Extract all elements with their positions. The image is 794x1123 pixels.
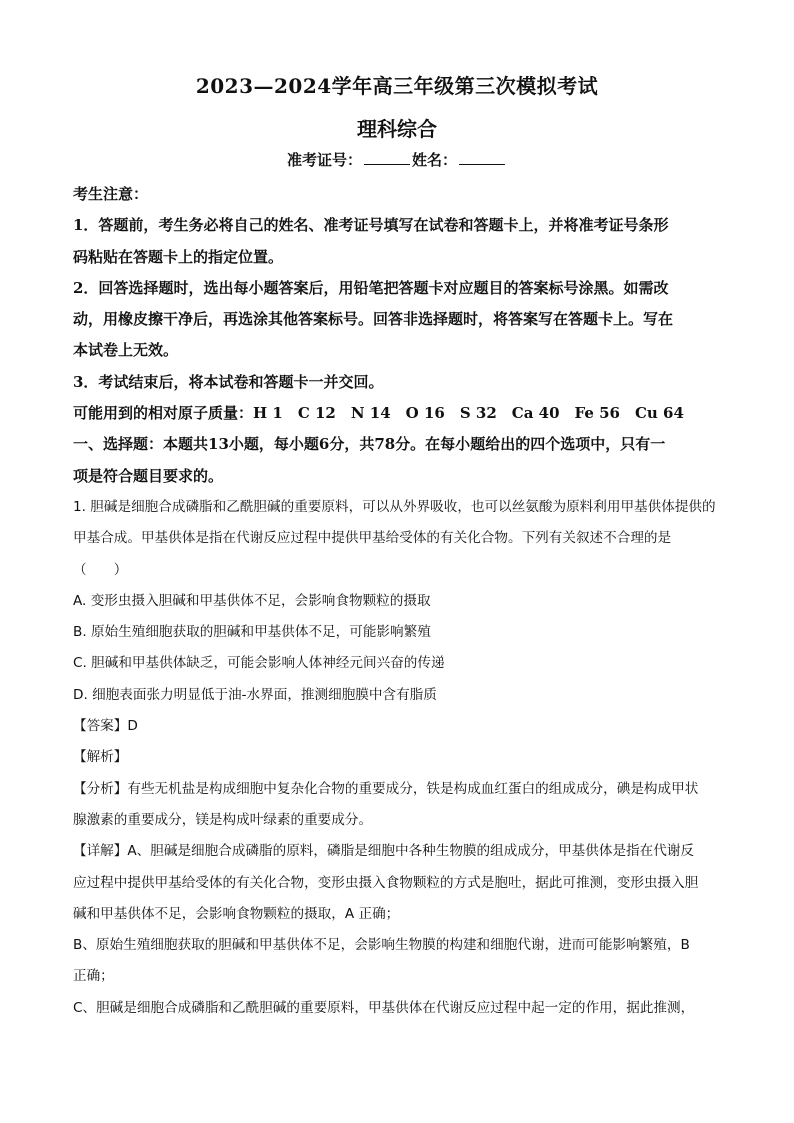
fenxi-tag: 【分析】 (73, 780, 128, 797)
exam-id-blank (364, 150, 410, 165)
exam-title: 2023—2024学年高三年级第三次模拟考试 (195, 74, 599, 98)
answer-tag: 【答案】 (73, 718, 128, 735)
fenxi-text-1: 有些无机盐是构成细胞中复杂化合物的重要成分，铁是构成血红蛋白的组成成分，碘是构成甲状 (127, 780, 699, 797)
answer-value: D (127, 718, 138, 735)
atomic-masses: 可能用到的相对原子质量：H 1 C 12 N 14 O 16 S 32 Ca 40 Fe 56 Cu 64 (73, 404, 684, 423)
detail-a-line-2: 应过程中提供甲基给受体的有关化合物，变形虫摄入食物颗粒的方式是胞吐，据此可推测，变形虫摄入胆 (73, 874, 699, 891)
detail-a-line-3: 碱和甲基供体不足，会影响食物颗粒的摄取，A 正确； (73, 905, 400, 922)
notice-item-2-line-3: 本试卷上无效。 (73, 341, 179, 360)
section-1-heading-line-2: 项是符合题目要求的。 (73, 466, 224, 485)
notice-item-2-line-1: 2．回答选择题时，选出每小题答案后，用铅笔把答题卡对应题目的答案标号涂黑。如需改 (73, 278, 669, 297)
detail-b-line-2: 正确； (73, 968, 114, 985)
notice-heading: 考生注意： (73, 185, 149, 203)
notice-item-3: 3．考试结束后，将本试卷和答题卡一并交回。 (73, 372, 384, 391)
notice-item-1-line-1: 1．答题前，考生务必将自己的姓名、准考证号填写在试卷和答题卡上，并将准考证号条形 (73, 216, 669, 235)
detail-b-line-1: B、原始生殖细胞获取的胆碱和甲基供体不足，会影响生物膜的构建和细胞代谢，进而可能影响繁殖，B (73, 937, 690, 954)
name-blank (459, 150, 505, 165)
question-1-option-b: B. 原始生殖细胞获取的胆碱和甲基供体不足，可能影响繁殖 (73, 624, 431, 641)
detail-c-line-1: C、胆碱是细胞合成磷脂和乙酰胆碱的重要原料，甲基供体在代谢反应过程中起一定的作用，据此推测， (73, 999, 695, 1016)
question-1-option-a: A. 变形虫摄入胆碱和甲基供体不足，会影响食物颗粒的摄取 (73, 592, 431, 609)
notice-item-2-line-2: 动，用橡皮擦干净后，再选涂其他答案标号。回答非选择题时，将答案写在答题卡上。写在 (73, 310, 674, 329)
answer-line (73, 711, 723, 742)
name-label: 姓名： (412, 151, 458, 169)
exam-id-label: 准考证号： (286, 151, 362, 169)
detail-a-line-1 (73, 836, 723, 867)
fenxi-line-1 (73, 774, 723, 805)
question-1-stem-line-3: （ ） (73, 561, 128, 578)
fenxi-line-2: 腺激素的重要成分，镁是构成叶绿素的重要成分。 (73, 811, 373, 828)
exam-subject: 理科综合 (357, 117, 437, 141)
question-1-stem-line-2: 甲基合成。甲基供体是指在代谢反应过程中提供甲基给受体的有关化合物。下列有关叙述不合理的是 (73, 530, 672, 547)
section-1-heading-line-1: 一、选择题：本题共13小题，每小题6分，共78分。在每小题给出的四个选项中，只有一 (73, 435, 666, 454)
exam-id-line (0, 149, 794, 170)
question-1-option-c: C. 胆碱和甲基供体缺乏，可能会影响人体神经元间兴奋的传递 (73, 655, 445, 672)
analysis-tag: 【解析】 (73, 749, 128, 766)
question-1-stem-line-1: 1. 胆碱是细胞合成磷脂和乙酰胆碱的重要原料，可以从外界吸收，也可以丝氨酸为原料利用甲基供体提供的 (73, 498, 716, 515)
notice-item-1-line-2: 码粘贴在答题卡上的指定位置。 (73, 247, 284, 266)
detail-tag: 【详解】 (73, 843, 128, 860)
detail-a-text-1: A、胆碱是细胞合成磷脂的原料，磷脂是细胞中各种生物膜的组成成分，甲基供体是指在代谢反 (127, 843, 695, 860)
exam-body (73, 179, 723, 1024)
question-1-option-d: D. 细胞表面张力明显低于油-水界面，推测细胞膜中含有脂质 (73, 686, 437, 703)
